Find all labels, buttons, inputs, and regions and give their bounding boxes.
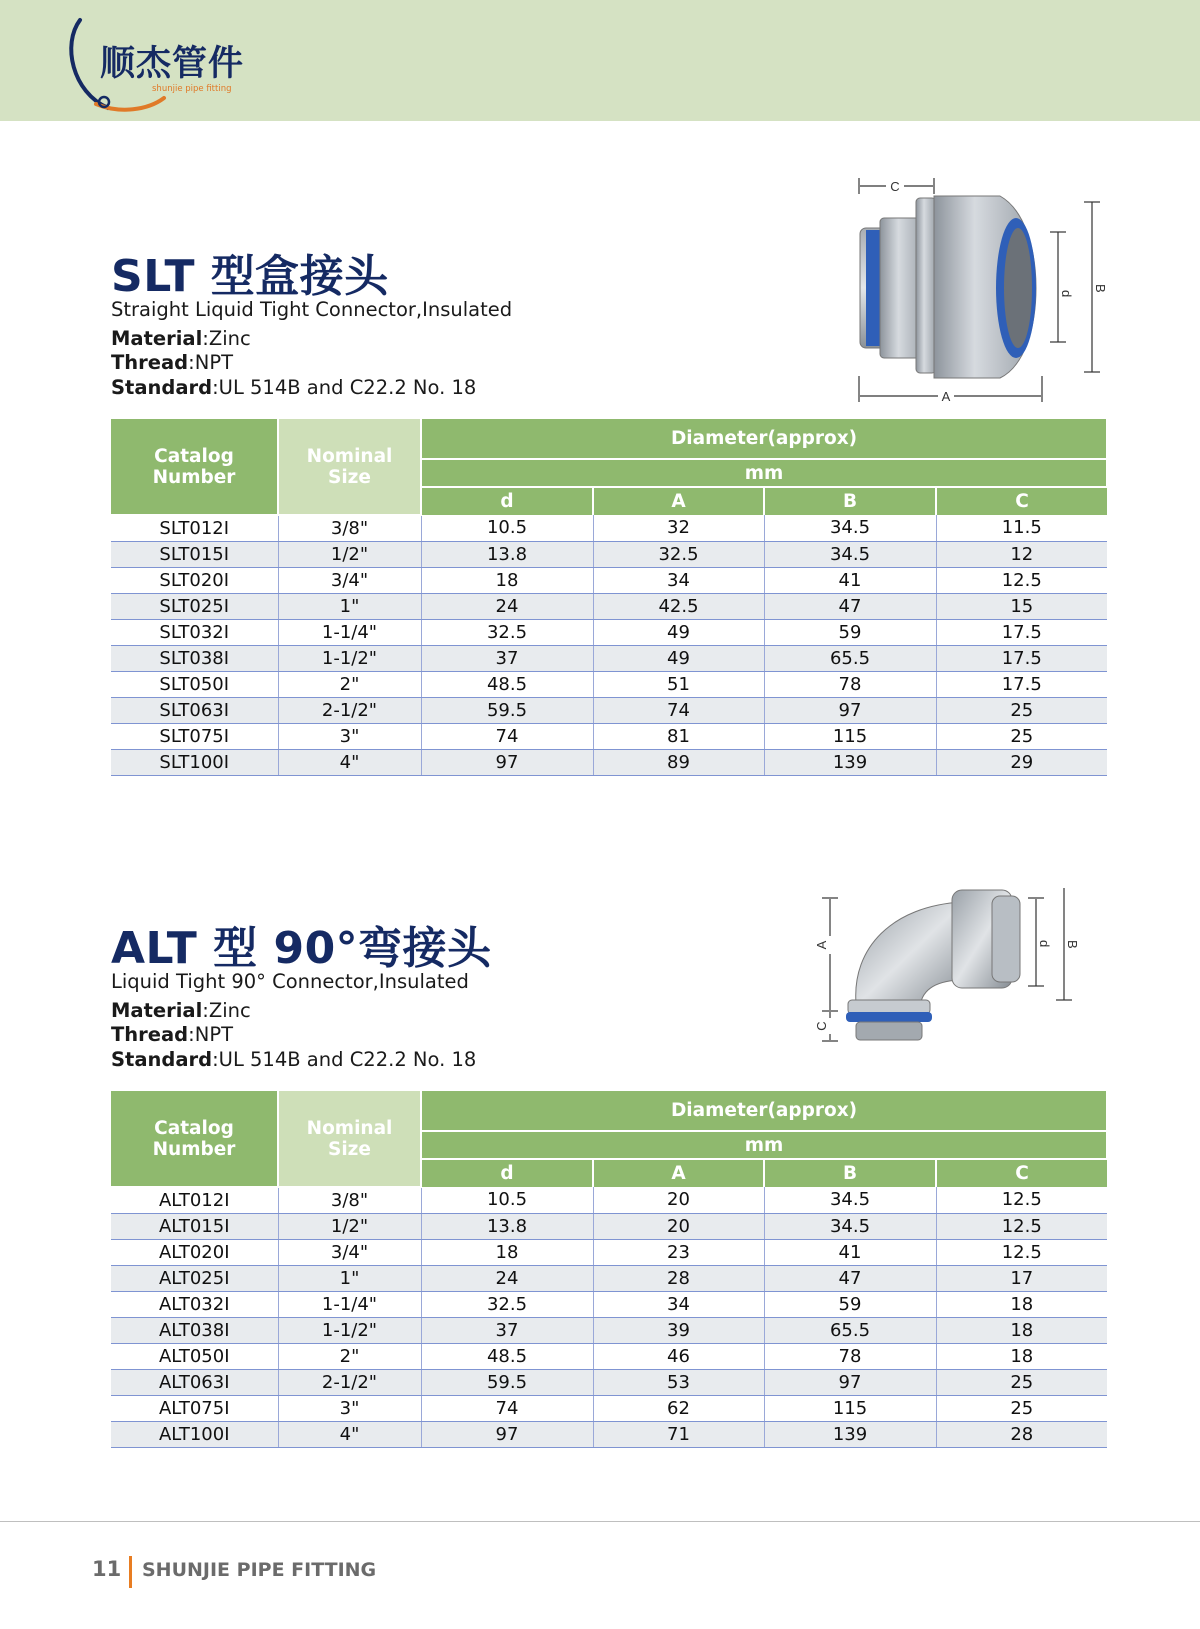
table-cell: 18 [421, 1239, 593, 1265]
table-cell: ALT100I [111, 1421, 278, 1447]
alt-material [111, 999, 251, 1022]
table-cell: 3/8" [278, 1187, 421, 1213]
table-row [111, 1239, 1107, 1265]
table-cell: 18 [936, 1317, 1107, 1343]
table-cell: ALT015I [111, 1213, 278, 1239]
table-cell: 46 [593, 1343, 764, 1369]
table-cell: 32.5 [421, 619, 593, 645]
slt-dim-b-label: B [1093, 284, 1108, 293]
alt-dim-a-label: A [814, 940, 829, 950]
table-cell: 47 [764, 1265, 936, 1291]
table-cell: 53 [593, 1369, 764, 1395]
table-cell: 32.5 [421, 1291, 593, 1317]
table-cell: 1" [278, 593, 421, 619]
table-cell: 2-1/2" [278, 1369, 421, 1395]
table-cell: 49 [593, 619, 764, 645]
alt-standard [111, 1048, 476, 1071]
col-d-header: d [421, 487, 593, 515]
diameter-header: Diameter(approx) [421, 419, 1107, 459]
table-cell: 28 [593, 1265, 764, 1291]
slt-standard-value: :UL 514B and C22.2 No. 18 [212, 376, 477, 399]
table-cell: 34 [593, 1291, 764, 1317]
table-cell: 1-1/4" [278, 619, 421, 645]
table-cell: 13.8 [421, 1213, 593, 1239]
table-cell: 65.5 [764, 1317, 936, 1343]
table-row [111, 593, 1107, 619]
table-cell: 2" [278, 1343, 421, 1369]
table-cell: 34.5 [764, 1187, 936, 1213]
table-cell: 42.5 [593, 593, 764, 619]
table-cell: 74 [421, 723, 593, 749]
table-row [111, 1369, 1107, 1395]
table-cell: 25 [936, 723, 1107, 749]
table-cell: 10.5 [421, 1187, 593, 1213]
table-cell: 74 [593, 697, 764, 723]
table-row [111, 723, 1107, 749]
table-cell: 24 [421, 1265, 593, 1291]
table-cell: 34.5 [764, 515, 936, 541]
table-cell: 13.8 [421, 541, 593, 567]
nominal-size-header: Nominal Size [278, 419, 421, 515]
table-cell: 3/8" [278, 515, 421, 541]
table-cell: 62 [593, 1395, 764, 1421]
slt-standard [111, 376, 476, 399]
table-row [111, 541, 1107, 567]
table-cell: 12.5 [936, 1213, 1107, 1239]
alt-table-body [111, 1187, 1107, 1447]
table-cell: 17.5 [936, 619, 1107, 645]
table-cell: 25 [936, 1395, 1107, 1421]
table-cell: ALT063I [111, 1369, 278, 1395]
table-cell: 48.5 [421, 671, 593, 697]
table-row [111, 1421, 1107, 1447]
table-cell: ALT038I [111, 1317, 278, 1343]
table-row [111, 1343, 1107, 1369]
table-cell: 17 [936, 1265, 1107, 1291]
table-cell: 1-1/2" [278, 1317, 421, 1343]
table-cell: 97 [421, 1421, 593, 1447]
alt-dim-b-label: B [1065, 940, 1080, 949]
table-cell: 51 [593, 671, 764, 697]
table-cell: 18 [421, 567, 593, 593]
table-cell: 3/4" [278, 1239, 421, 1265]
table-cell: 12 [936, 541, 1107, 567]
catalog-number-header: Catalog Number [111, 1091, 278, 1187]
table-cell: 41 [764, 567, 936, 593]
table-cell: 41 [764, 1239, 936, 1265]
table-cell: 34.5 [764, 1213, 936, 1239]
slt-thread-label: Thread [111, 351, 189, 374]
logo-chinese-text: 顺杰管件 [100, 44, 245, 84]
table-cell: 2" [278, 671, 421, 697]
table-cell: 10.5 [421, 515, 593, 541]
table-cell: 4" [278, 1421, 421, 1447]
table-cell: 89 [593, 749, 764, 775]
table-cell: 12.5 [936, 1187, 1107, 1213]
table-cell: 20 [593, 1187, 764, 1213]
table-cell: 29 [936, 749, 1107, 775]
col-a-header: A [593, 487, 764, 515]
elbow-connector-icon [812, 888, 1112, 1078]
table-row [111, 1291, 1107, 1317]
table-cell: ALT050I [111, 1343, 278, 1369]
table-cell: SLT025I [111, 593, 278, 619]
page-number: 11 [92, 1557, 122, 1581]
slt-standard-label: Standard [111, 376, 213, 399]
catalog-number-header: Catalog Number [111, 419, 278, 515]
table-cell: SLT020I [111, 567, 278, 593]
table-cell: 24 [421, 593, 593, 619]
col-c-header: C [936, 487, 1107, 515]
table-cell: 74 [421, 1395, 593, 1421]
table-row [111, 1317, 1107, 1343]
table-cell: 1/2" [278, 1213, 421, 1239]
table-cell: 71 [593, 1421, 764, 1447]
slt-thread [111, 351, 233, 374]
alt-material-value: :Zinc [202, 999, 251, 1022]
table-row [111, 1213, 1107, 1239]
table-cell: SLT063I [111, 697, 278, 723]
table-cell: 12.5 [936, 1239, 1107, 1265]
table-cell: 32.5 [593, 541, 764, 567]
slt-thread-value: :NPT [188, 351, 233, 374]
slt-spec-table [111, 419, 1108, 776]
table-cell: 18 [936, 1291, 1107, 1317]
slt-dim-c-label: C [890, 179, 900, 194]
table-cell: 18 [936, 1343, 1107, 1369]
table-row [111, 567, 1107, 593]
footer-company-name: SHUNJIE PIPE FITTING [142, 1559, 377, 1581]
table-cell: 25 [936, 697, 1107, 723]
table-row [111, 671, 1107, 697]
table-row [111, 645, 1107, 671]
table-row [111, 619, 1107, 645]
table-cell: 47 [764, 593, 936, 619]
alt-material-label: Material [111, 999, 203, 1022]
table-cell: 97 [764, 697, 936, 723]
col-c-header: C [936, 1159, 1107, 1187]
table-cell: SLT032I [111, 619, 278, 645]
slt-dim-a-label: A [941, 389, 951, 404]
slt-title: SLT 型盒接头 [111, 251, 389, 302]
footer-accent-bar [129, 1556, 132, 1588]
table-cell: SLT038I [111, 645, 278, 671]
table-cell: 34.5 [764, 541, 936, 567]
alt-subtitle: Liquid Tight 90° Connector,Insulated [111, 970, 469, 993]
table-cell: 17.5 [936, 645, 1107, 671]
alt-thread-value: :NPT [188, 1023, 233, 1046]
table-cell: SLT015I [111, 541, 278, 567]
col-a-header: A [593, 1159, 764, 1187]
table-row [111, 697, 1107, 723]
slt-material [111, 327, 251, 350]
table-cell: 81 [593, 723, 764, 749]
table-row [111, 1187, 1107, 1213]
alt-title: ALT 型 90°弯接头 [111, 923, 492, 974]
alt-thread [111, 1023, 233, 1046]
table-row [111, 749, 1107, 775]
table-cell: ALT020I [111, 1239, 278, 1265]
straight-connector-icon [850, 170, 1110, 410]
slt-subtitle: Straight Liquid Tight Connector,Insulated [111, 298, 513, 321]
table-cell: 12.5 [936, 567, 1107, 593]
table-cell: 115 [764, 1395, 936, 1421]
table-cell: SLT075I [111, 723, 278, 749]
table-cell: 1-1/4" [278, 1291, 421, 1317]
table-row [111, 515, 1107, 541]
table-cell: 139 [764, 749, 936, 775]
table-cell: 34 [593, 567, 764, 593]
table-cell: 59.5 [421, 1369, 593, 1395]
table-cell: 32 [593, 515, 764, 541]
col-d-header: d [421, 1159, 593, 1187]
table-cell: 59 [764, 1291, 936, 1317]
slt-dim-d-label: d [1059, 290, 1074, 298]
table-cell: 3/4" [278, 567, 421, 593]
table-cell: ALT032I [111, 1291, 278, 1317]
table-cell: 20 [593, 1213, 764, 1239]
unit-header: mm [421, 1131, 1107, 1159]
nominal-size-header: Nominal Size [278, 1091, 421, 1187]
alt-standard-label: Standard [111, 1048, 213, 1071]
diameter-header: Diameter(approx) [421, 1091, 1107, 1131]
table-cell: 78 [764, 1343, 936, 1369]
table-cell: 97 [421, 749, 593, 775]
alt-product-image [812, 888, 1112, 1078]
logo-english-text: shunjie pipe fitting [152, 84, 232, 94]
slt-material-value: :Zinc [202, 327, 251, 350]
slt-product-image [850, 170, 1110, 410]
table-row [111, 1395, 1107, 1421]
table-cell: 37 [421, 1317, 593, 1343]
table-cell: SLT050I [111, 671, 278, 697]
table-cell: ALT025I [111, 1265, 278, 1291]
table-cell: 49 [593, 645, 764, 671]
table-cell: 1/2" [278, 541, 421, 567]
table-cell: ALT012I [111, 1187, 278, 1213]
table-cell: 28 [936, 1421, 1107, 1447]
table-cell: 3" [278, 1395, 421, 1421]
table-cell: ALT075I [111, 1395, 278, 1421]
table-cell: 78 [764, 671, 936, 697]
alt-standard-value: :UL 514B and C22.2 No. 18 [212, 1048, 477, 1071]
table-cell: 48.5 [421, 1343, 593, 1369]
slt-table-body [111, 515, 1107, 775]
table-cell: 65.5 [764, 645, 936, 671]
col-b-header: B [764, 487, 936, 515]
table-cell: 97 [764, 1369, 936, 1395]
table-cell: 59 [764, 619, 936, 645]
table-cell: 59.5 [421, 697, 593, 723]
table-cell: 3" [278, 723, 421, 749]
alt-spec-table [111, 1091, 1108, 1448]
unit-header: mm [421, 459, 1107, 487]
table-cell: 23 [593, 1239, 764, 1265]
table-cell: 2-1/2" [278, 697, 421, 723]
table-cell: 139 [764, 1421, 936, 1447]
table-cell: 17.5 [936, 671, 1107, 697]
company-logo [68, 14, 268, 114]
footer-divider [0, 1521, 1200, 1522]
alt-thread-label: Thread [111, 1023, 189, 1046]
table-cell: SLT100I [111, 749, 278, 775]
table-cell: SLT012I [111, 515, 278, 541]
slt-material-label: Material [111, 327, 203, 350]
table-cell: 1" [278, 1265, 421, 1291]
table-cell: 4" [278, 749, 421, 775]
table-cell: 11.5 [936, 515, 1107, 541]
alt-dim-d-label: d [1037, 940, 1052, 948]
table-cell: 1-1/2" [278, 645, 421, 671]
col-b-header: B [764, 1159, 936, 1187]
table-cell: 39 [593, 1317, 764, 1343]
table-cell: 15 [936, 593, 1107, 619]
table-cell: 115 [764, 723, 936, 749]
table-cell: 37 [421, 645, 593, 671]
alt-dim-c-label: C [814, 1021, 829, 1031]
table-row [111, 1265, 1107, 1291]
table-cell: 25 [936, 1369, 1107, 1395]
